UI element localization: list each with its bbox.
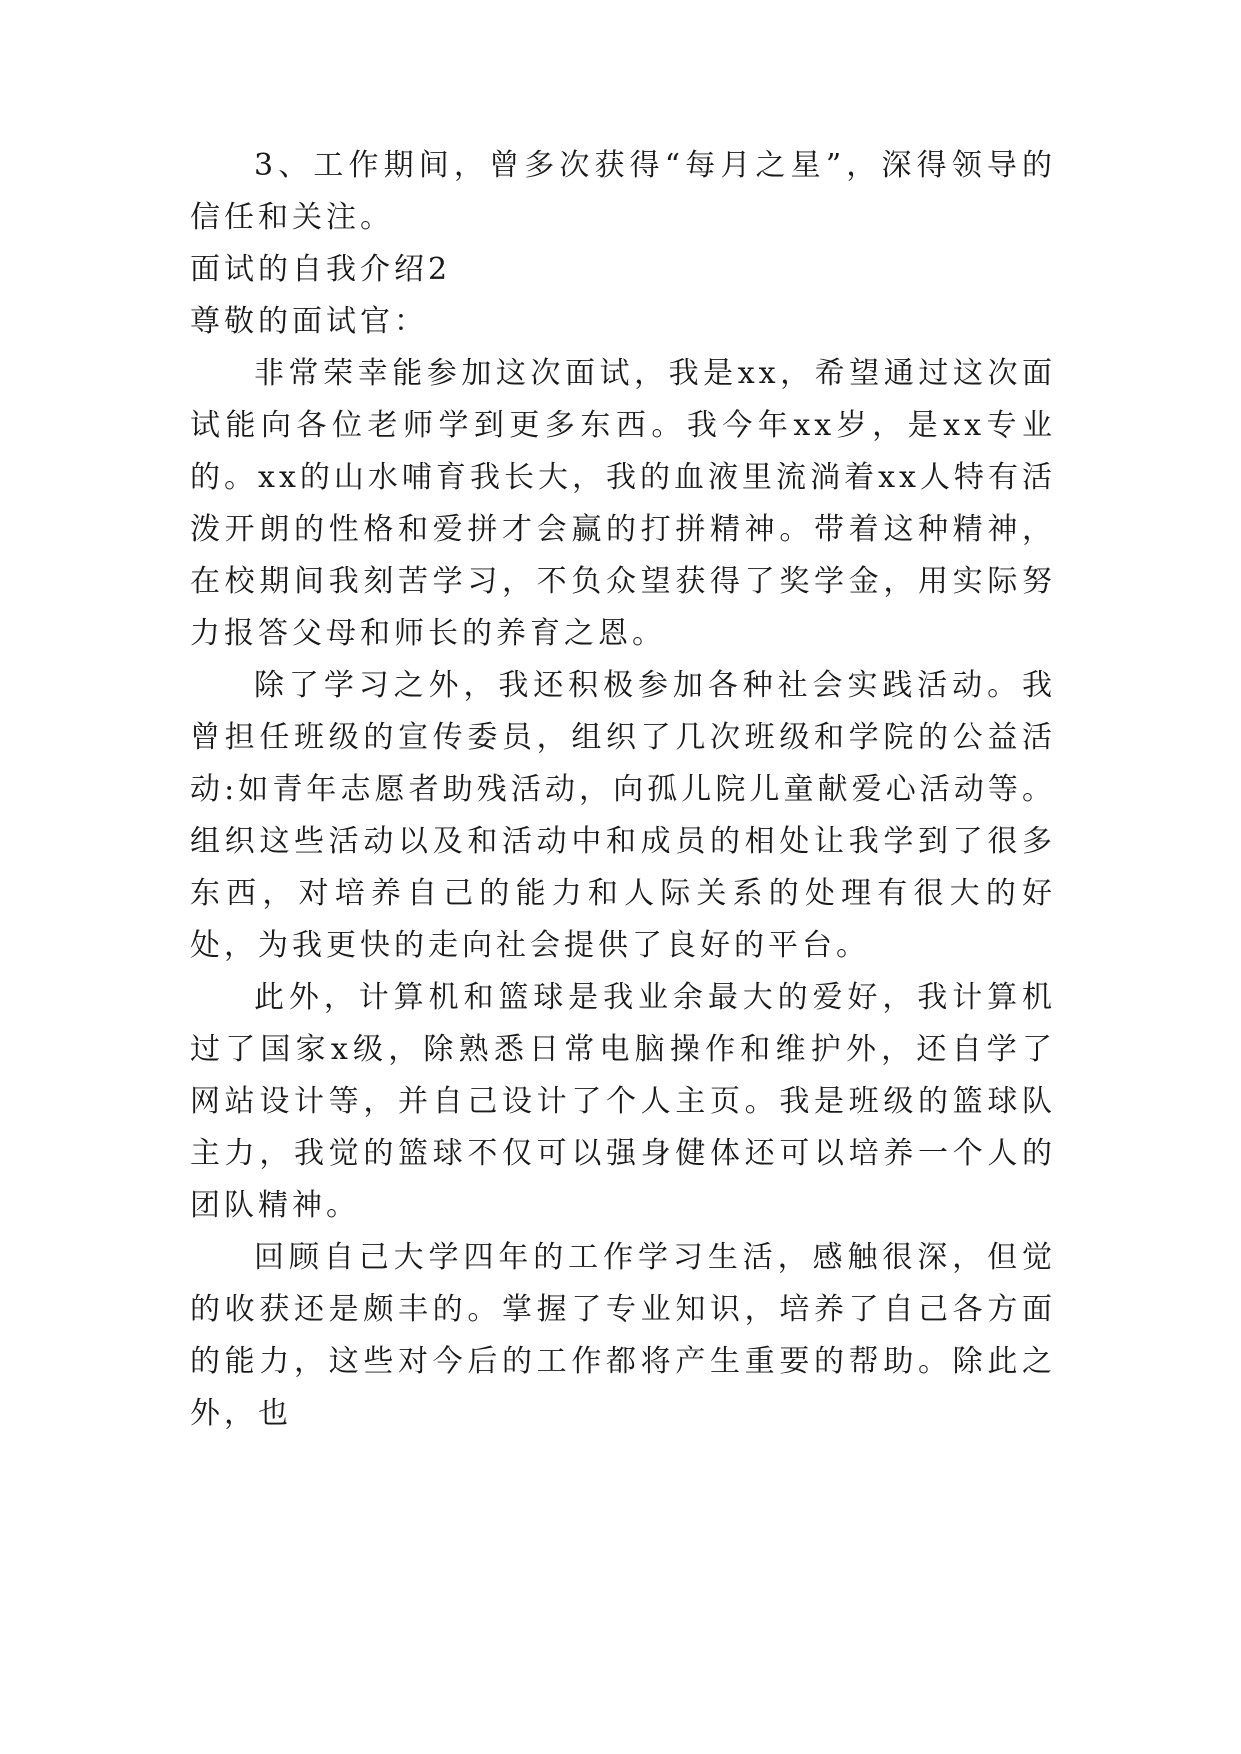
paragraph-4: 回顾自己大学四年的工作学习生活，感触很深，但觉的收获还是颇丰的。掌握了专业知识，培养了自己各方面的能力，这些对今后的工作都将产生重要的帮助。除此之外，也	[190, 1240, 1056, 1431]
list-item-3: 3、工作期间，曾多次获得“每月之星”，深得领导的信任和关注。	[190, 148, 1056, 235]
salutation: 尊敬的面试官：	[190, 304, 428, 339]
paragraph-1: 非常荣幸能参加这次面试，我是xx，希望通过这次面试能向各位老师学到更多东西。我今年xx岁，是xx专业的。xx的山水哺育我长大，我的血液里流淌着xx人特有活泼开朗的性格和爱拼才会赢的打拼精神。带着这种精神，在校期间我刻苦学习，不负众望获得了奖学金，用实际努力报答父母和师长的养育之恩。	[190, 356, 1056, 651]
paragraph-2: 除了学习之外，我还积极参加各种社会实践活动。我曾担任班级的宣传委员，组织了几次班级和学院的公益活动:如青年志愿者助残活动，向孤儿院儿童献爱心活动等。组织这些活动以及和活动中和成员的相处让我学到了很多东西，对培养自己的能力和人际关系的处理有很大的好处，为我更快的走向社会提供了良好的平台。	[190, 668, 1056, 963]
document-page	[190, 140, 1056, 1440]
section-heading: 面试的自我介绍2	[190, 252, 452, 287]
paragraph-3: 此外，计算机和篮球是我业余最大的爱好，我计算机过了国家x级，除熟悉日常电脑操作和维护外，还自学了网站设计等，并自己设计了个人主页。我是班级的篮球队主力，我觉的篮球不仅可以强身健体还可以培养一个人的团队精神。	[190, 980, 1056, 1223]
